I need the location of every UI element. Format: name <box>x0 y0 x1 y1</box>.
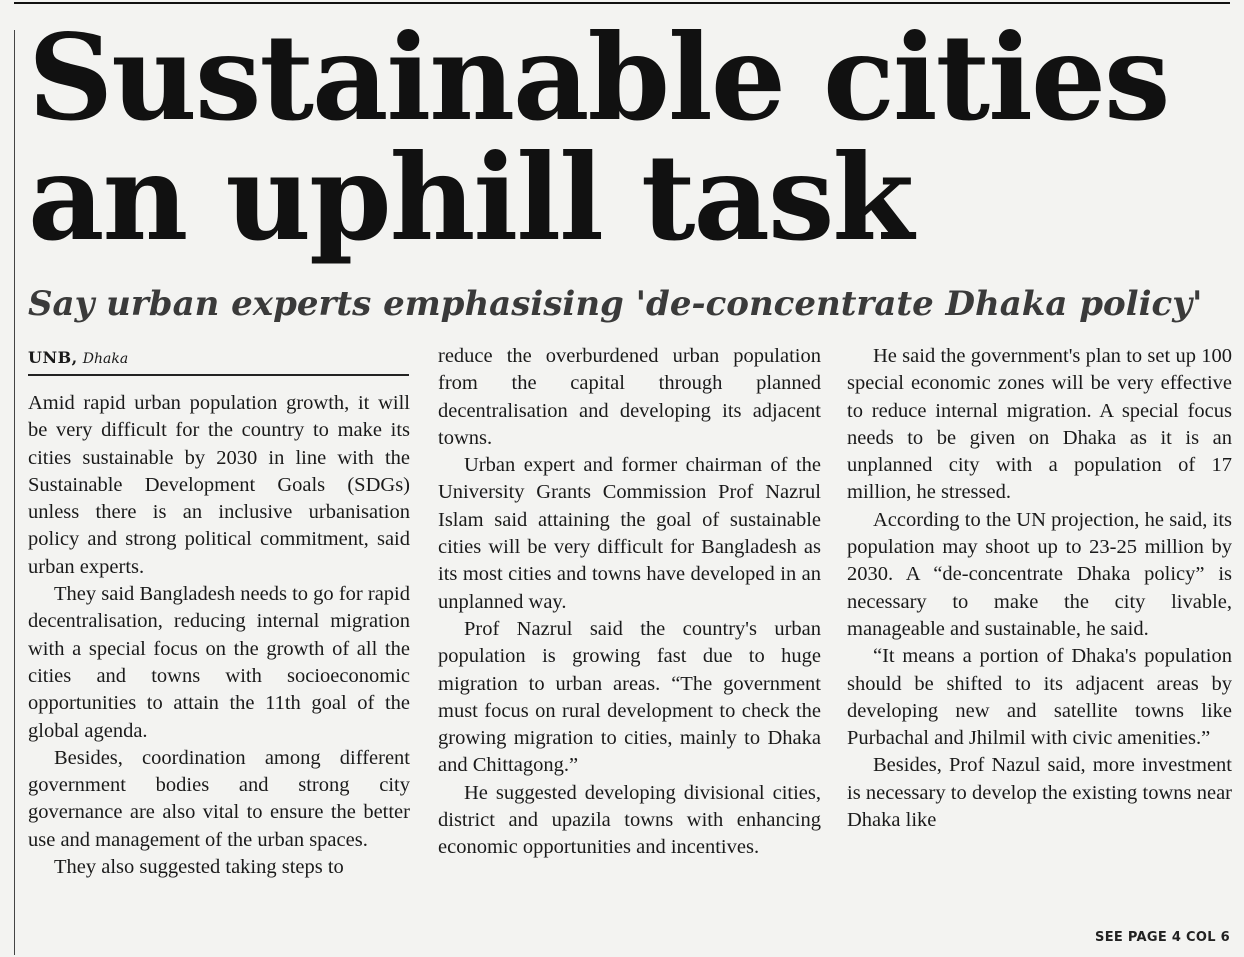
top-rule <box>14 2 1230 4</box>
paragraph: According to the UN projection, he said, its population may shoot up to 23-25 million by 2030. A “de-concentrate Dhaka policy” is necessary to make the city livable, manageable and sustainable, he said. <box>847 508 1232 640</box>
byline <box>28 348 408 369</box>
paragraph: Besides, coordination among different government bodies and strong city governance are also vital to ensure the better use and management of the urban spaces. <box>28 746 410 851</box>
byline-rule <box>28 374 409 376</box>
paragraph: He suggested developing divisional cities, district and upazila towns with enhancing economic opportunities and incentives. <box>438 781 821 859</box>
byline-city: Dhaka <box>82 351 129 367</box>
paragraph: “It means a portion of Dhaka's population should be shifted to its adjacent areas by developing new and satellite towns like Purbachal and Jhilmil with civic amenities.” <box>847 645 1232 750</box>
paragraph: Besides, Prof Nazul said, more investment is necessary to develop the existing towns near Dhaka like <box>847 754 1232 832</box>
continued-on-page-note: SEE PAGE 4 COL 6 <box>1095 930 1230 945</box>
paragraph: He said the government's plan to set up 100 special economic zones will be very effective to reduce internal migration. A special focus needs to be given on Dhaka as it is an unplanned city with a population of 17 million, he stressed. <box>847 345 1232 504</box>
byline-agency: UNB, <box>28 348 78 367</box>
paragraph: They also suggested taking steps to <box>54 856 344 879</box>
article-column-1 <box>28 390 410 881</box>
left-column-rule <box>14 30 15 955</box>
paragraph: They said Bangladesh needs to go for rapid decentralisation, reducing internal migration with a special focus on the growth of all the cities and towns with socioeconomic opportunities to attain the 11th goal of the global agenda. <box>28 583 410 742</box>
paragraph: Prof Nazrul said the country's urban population is growing fast due to huge migration to urban areas. “The government must focus on rural development to check the growing migration to cities, mainly to Dhaka and Chittagong.” <box>438 617 821 777</box>
paragraph: Amid rapid urban population growth, it will be very difficult for the country to make its cities sustainable by 2030 in line with the Sustainable Development Goals (SDGs) unless there is an inclusive urbanisation policy and strong political commitment, said urban experts. <box>28 392 410 578</box>
subheadline: Say urban experts emphasising 'de-concentrate Dhaka policy' <box>28 284 1203 324</box>
paragraph: Urban expert and former chairman of the University Grants Commission Prof Nazrul Islam said attaining the goal of sustainable cities will be very difficult for Bangladesh as its most cities and towns have developed in an unplanned way. <box>438 454 821 613</box>
article-column-3 <box>847 343 1232 834</box>
headline: Sustainable cities an uphill task <box>28 8 1169 267</box>
paragraph: reduce the overburdened urban population from the capital through planned decentralisation and developing its adjacent towns. <box>438 345 821 449</box>
article-column-2 <box>438 343 821 862</box>
